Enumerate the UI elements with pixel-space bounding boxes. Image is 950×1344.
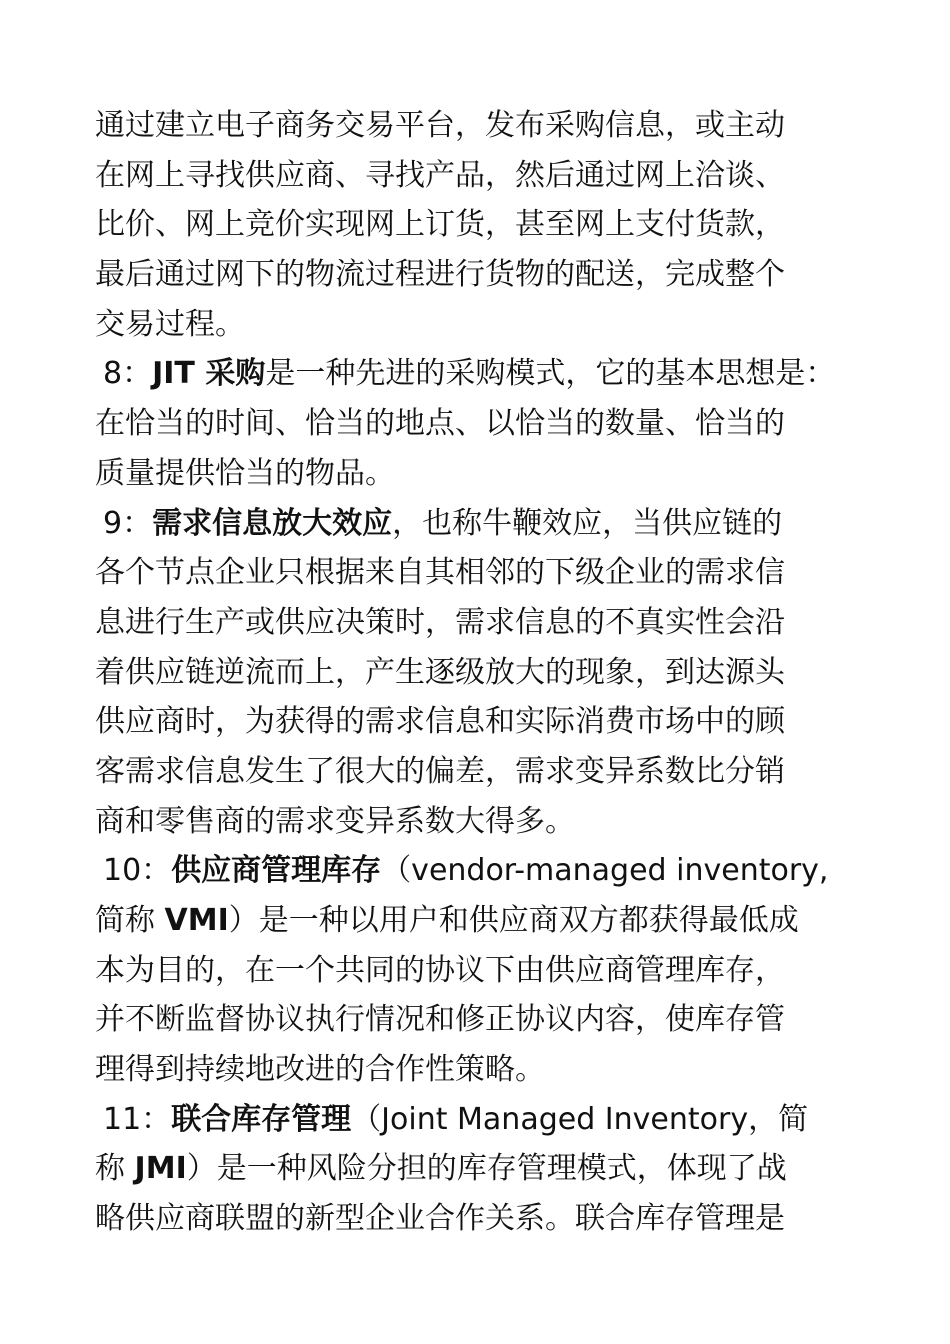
text-line: 交易过程。 (95, 306, 245, 342)
definition-item-11 (95, 1095, 865, 1244)
text-line: 在恰当的时间、恰当的地点、以恰当的数量、恰当的 (95, 406, 785, 442)
definition-text: 称 (95, 1151, 135, 1187)
item-number: 11： (103, 1101, 172, 1137)
text-line: 最后通过网下的物流过程进行货物的配送，完成整个 (95, 257, 785, 293)
text-line: 各个节点企业只根据来自其相邻的下级企业的需求信 (95, 555, 785, 591)
text-line: 通过建立电子商务交易平台，发布采购信息，或主动 (95, 108, 785, 143)
text-line: 质量提供恰当的物品。 (95, 455, 395, 491)
text-line (95, 1144, 865, 1194)
definition-item-9 (95, 499, 865, 847)
text-line (95, 499, 865, 549)
item-number: 10： (103, 853, 172, 889)
text-line: 供应商时，为获得的需求信息和实际消费市场中的顾 (95, 704, 785, 740)
text-line: 商和零售商的需求变异系数大得多。 (95, 803, 575, 839)
text-line: 客需求信息发生了很大的偏差，需求变异系数比分销 (95, 753, 785, 789)
document-body (95, 101, 865, 1244)
defined-term: 供应商管理库存 (171, 853, 382, 889)
defined-term: 联合库存管理 (171, 1101, 352, 1137)
definition-text: （vendor-managed inventory, (381, 853, 829, 889)
text-line: 理得到持续地改进的合作性策略。 (95, 1052, 545, 1088)
paragraph-7-continuation (95, 101, 865, 349)
definition-text: ，也称牛鞭效应，当供应链的 (392, 505, 783, 541)
text-line: 着供应链逆流而上，产生逐级放大的现象，到达源头 (95, 654, 785, 690)
text-line: 比价、网上竞价实现网上订货，甚至网上支付货款， (95, 207, 785, 243)
definition-text: 是一种先进的采购模式，它的基本思想是： (265, 356, 836, 392)
text-line (95, 846, 865, 896)
text-line (95, 1095, 865, 1145)
defined-term: 需求信息放大效应 (152, 505, 393, 541)
abbreviation: VMI (164, 903, 229, 938)
text-line: 并不断监督协议执行情况和修正协议内容，使库存管 (95, 1002, 785, 1038)
item-number: 8： (103, 356, 153, 392)
definition-text: （Joint Managed Inventory，简 (351, 1101, 809, 1137)
definition-text: ）是一种以用户和供应商双方都获得最低成 (228, 903, 799, 938)
text-line: 在网上寻找供应商、寻找产品，然后通过网上洽谈、 (95, 157, 785, 193)
definition-text: 简称 (95, 903, 165, 938)
text-line (95, 896, 865, 946)
definition-item-10 (95, 846, 865, 1094)
definition-item-8 (95, 349, 865, 498)
defined-term: JIT 采购 (152, 356, 266, 392)
text-line: 息进行生产或供应决策时，需求信息的不真实性会沿 (95, 604, 785, 640)
text-line (95, 349, 865, 399)
definition-text: ）是一种风险分担的库存管理模式，体现了战 (186, 1151, 787, 1187)
item-number: 9： (103, 505, 153, 541)
text-line: 略供应商联盟的新型企业合作关系。联合库存管理是 (95, 1201, 785, 1237)
text-line: 本为目的，在一个共同的协议下由供应商管理库存， (95, 952, 785, 988)
abbreviation: JMI (134, 1151, 187, 1187)
